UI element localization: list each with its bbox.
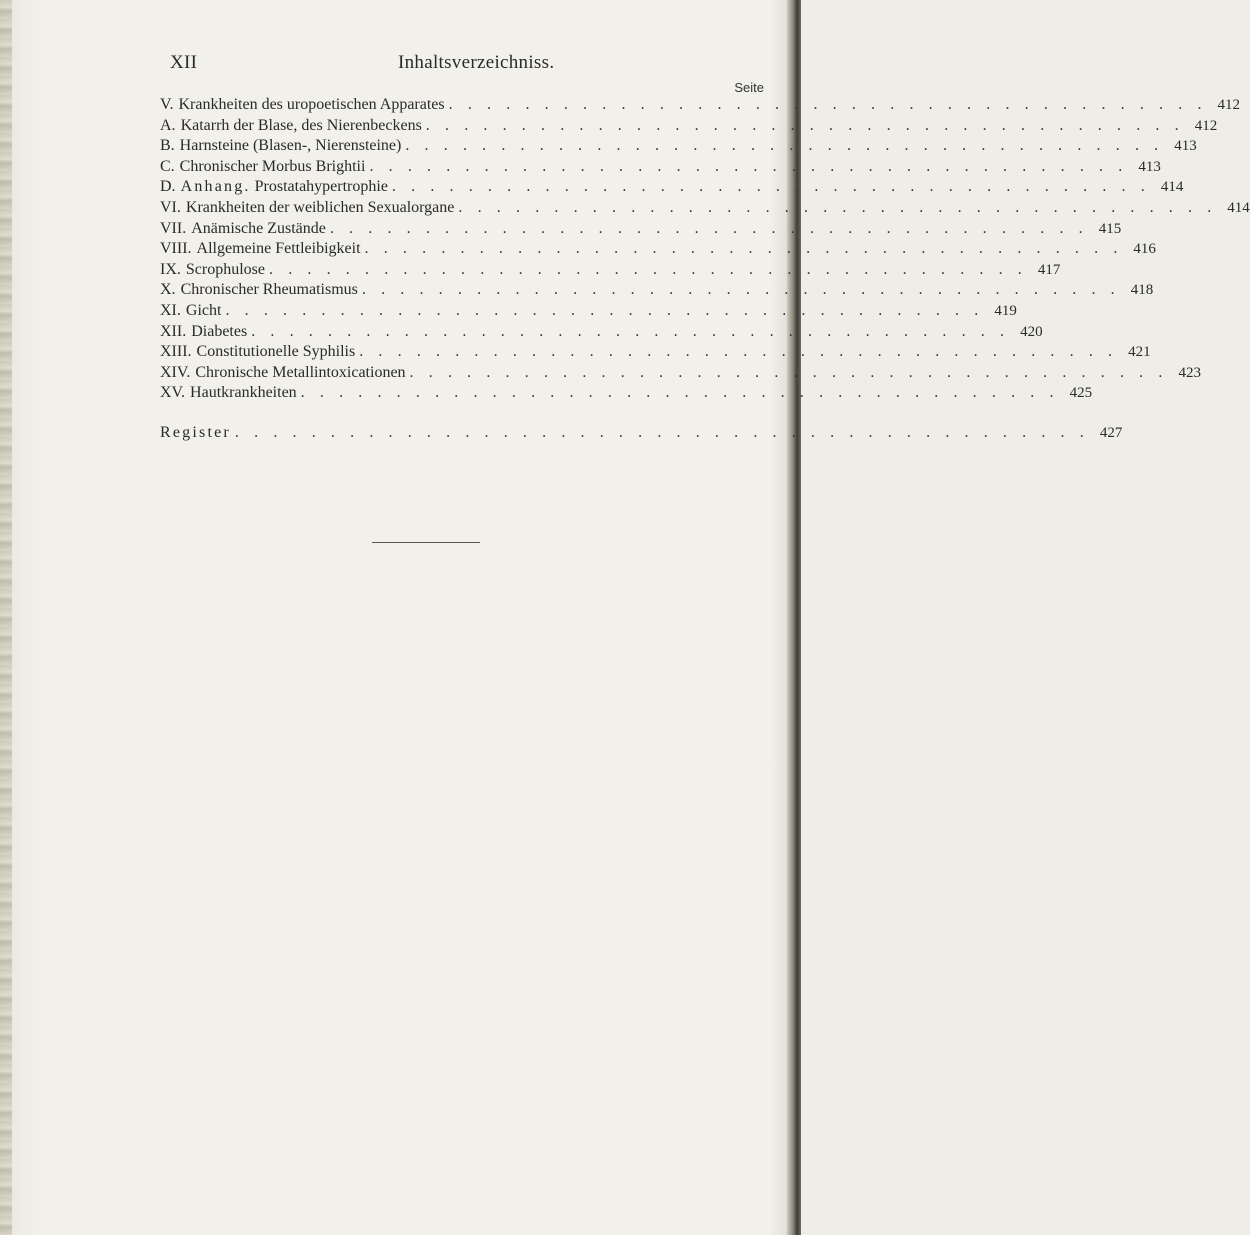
toc-entry: [160, 260, 1061, 282]
toc-entry-number: IX.: [160, 260, 181, 278]
toc-entry-page: 414: [1227, 199, 1250, 216]
toc-entry-number: VII.: [160, 219, 187, 237]
toc-entry-page: 420: [1020, 323, 1043, 340]
running-header: [170, 52, 610, 76]
toc-entry-page: 412: [1194, 117, 1218, 134]
toc-entry: [160, 301, 1017, 323]
toc-entry-title: Chronischer Morbus Brightii: [179, 157, 366, 175]
dot-leader: . . . . . . . . . . . . . . . . . . . . . . . . . . . . . . . . . . . . . . . .: [251, 322, 1010, 340]
page-left-edge: [0, 0, 12, 1235]
toc-entry-title: Katarrh der Blase, des Nierenbeckens: [180, 116, 422, 134]
toc-entry-title: Scrophulose: [185, 260, 265, 278]
toc-entry-title: Gicht: [185, 301, 222, 319]
toc-entry: [160, 219, 1122, 241]
toc-entry-page: 419: [994, 302, 1017, 319]
toc-entry-title: Constitutionelle Syphilis: [196, 343, 356, 361]
toc-entry-number: XI.: [160, 301, 181, 319]
toc-entry: [160, 157, 1161, 179]
toc-entry-page: 416: [1133, 241, 1156, 258]
toc-entry-title: Anämische Zustände: [191, 219, 326, 237]
dot-leader: . . . . . . . . . . . . . . . . . . . . . . . . . . . . . . . . . . . . . . . .: [391, 178, 1151, 196]
page-column-label: Seite: [734, 80, 764, 95]
dot-leader: . . . . . . . . . . . . . . . . . . . . . . . . . . . . . . . . . . . . . . . .: [359, 343, 1118, 361]
toc-entry-number: X.: [160, 281, 176, 299]
toc-entry: [160, 178, 1184, 199]
table-of-contents: [160, 96, 1250, 445]
dot-leader: . . . . . . . . . . . . . . . . . . . . . . . . . . . . . . . . . . . . . . . .: [458, 198, 1217, 216]
toc-entry: [160, 116, 1218, 138]
toc-entry-number: VIII.: [160, 240, 192, 258]
toc-entry-number: A.: [160, 116, 176, 134]
toc-entry: [160, 198, 1250, 220]
toc-entry-page: 413: [1174, 138, 1197, 155]
end-rule: [372, 542, 480, 543]
toc-entry-register: [160, 423, 1123, 445]
toc-entry-number: XV.: [160, 384, 186, 402]
dot-leader: . . . . . . . . . . . . . . . . . . . . . . . . . . . . . . . . . . . . . . . . . . . . .: [234, 423, 1090, 441]
dot-leader: . . . . . . . . . . . . . . . . . . . . . . . . . . . . . . . . . . . . . . . .: [369, 157, 1128, 175]
toc-entry: [160, 384, 1093, 405]
dot-leader: . . . . . . . . . . . . . . . . . . . . . . . . . . . . . . . . . . . . . . . .: [329, 219, 1089, 237]
toc-entry-title: Krankheiten des uropoetischen Apparates: [178, 96, 445, 113]
toc-entry: [160, 96, 1241, 117]
toc-entry: [160, 281, 1154, 302]
register-title: Register: [160, 423, 231, 441]
toc-entry-title: Harnsteine (Blasen-, Nierensteine): [179, 137, 402, 155]
toc-entry-title: Chronische Metallintoxicationen: [195, 363, 406, 381]
toc-entry-page: 415: [1098, 220, 1122, 237]
toc-entry-number: B.: [160, 137, 175, 155]
toc-entry: [160, 322, 1043, 344]
toc-entry-title: Diabetes: [191, 322, 248, 340]
toc-entry-number: C.: [160, 157, 175, 175]
toc-entry-page: 412: [1217, 97, 1241, 113]
toc-entry-title: [181, 178, 388, 196]
toc-entry-page: 423: [1178, 364, 1201, 381]
dot-leader: . . . . . . . . . . . . . . . . . . . . . . . . . . . . . . . . . . . . . . . .: [409, 363, 1168, 381]
toc-entry-number: XII.: [160, 322, 187, 340]
toc-entry-number: XIII.: [160, 343, 192, 361]
toc-entry-title: Krankheiten der weiblichen Sexualorgane: [185, 198, 455, 216]
toc-entry: [160, 240, 1156, 261]
dot-leader: . . . . . . . . . . . . . . . . . . . . . . . . . . . . . . . . . . . . . . . .: [269, 260, 1028, 278]
toc-entry-number: V.: [160, 96, 174, 113]
toc-entry-page: 421: [1128, 344, 1151, 361]
toc-entry-number: XIV.: [160, 363, 191, 381]
register-page: 427: [1099, 424, 1123, 441]
toc-entry-title: Allgemeine Fettleibigkeit: [196, 240, 361, 258]
dot-leader: . . . . . . . . . . . . . . . . . . . . . . . . . . . . . . . . . . . . . . . .: [448, 96, 1208, 113]
toc-entry-page: 413: [1138, 158, 1161, 175]
toc-entry-number: VI.: [160, 198, 181, 216]
toc-entry-title-rest: Prostatahypertrophie: [254, 178, 388, 196]
toc-entry-title: Chronischer Rheumatismus: [180, 281, 358, 299]
dot-leader: . . . . . . . . . . . . . . . . . . . . . . . . . . . . . . . . . . . . . . . .: [425, 116, 1185, 134]
toc-entry-prefix: Anhang.: [180, 178, 251, 196]
header-page-number: XII: [170, 52, 198, 73]
dot-leader: . . . . . . . . . . . . . . . . . . . . . . . . . . . . . . . . . . . . . . . .: [364, 240, 1123, 258]
toc-entry-page: 418: [1130, 282, 1154, 299]
toc-entry: [160, 137, 1197, 158]
header-title: Inhaltsverzeichniss.: [398, 52, 555, 73]
toc-entry-page: 425: [1069, 385, 1093, 402]
toc-entry-title: Hautkrankheiten: [190, 384, 297, 402]
dot-leader: . . . . . . . . . . . . . . . . . . . . . . . . . . . . . . . . . . . . . . . .: [405, 137, 1164, 155]
toc-entry-page: 417: [1037, 261, 1061, 278]
dot-leader: . . . . . . . . . . . . . . . . . . . . . . . . . . . . . . . . . . . . . . . .: [225, 301, 984, 319]
dot-leader: . . . . . . . . . . . . . . . . . . . . . . . . . . . . . . . . . . . . . . . .: [361, 281, 1121, 299]
toc-entry: [160, 363, 1201, 385]
toc-entry: [160, 343, 1151, 364]
toc-entry-number: D.: [160, 178, 176, 196]
toc-entry-page: 414: [1160, 179, 1184, 196]
dot-leader: . . . . . . . . . . . . . . . . . . . . . . . . . . . . . . . . . . . . . . . .: [300, 384, 1060, 402]
